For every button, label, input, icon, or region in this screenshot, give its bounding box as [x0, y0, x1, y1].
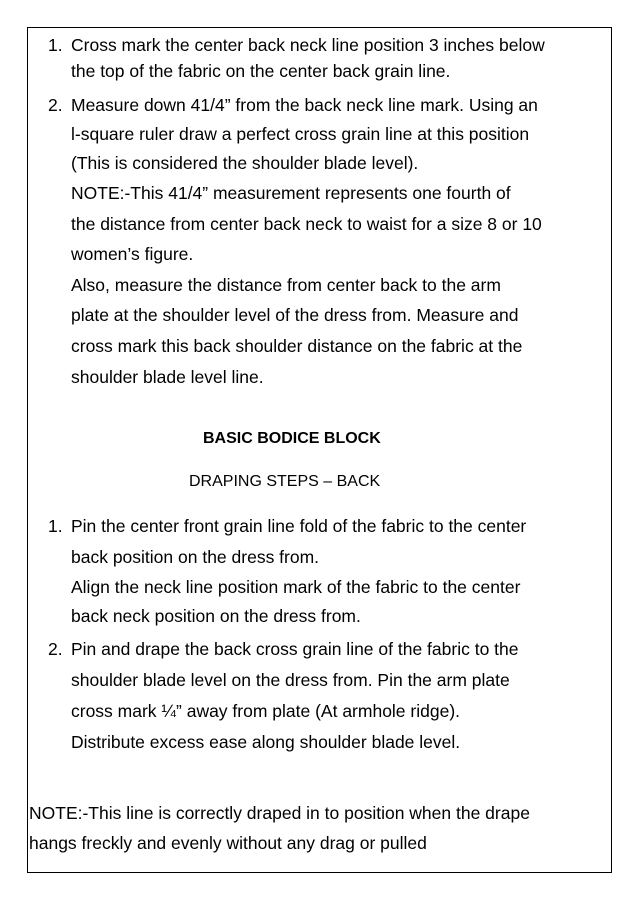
draping-step-2-line-4: Distribute excess ease along shoulder blade level. — [71, 732, 461, 752]
intro-step-2-line-10: shoulder blade level line. — [71, 367, 264, 387]
intro-step-1-line-2: the top of the fabric on the center back grain line. — [71, 61, 451, 81]
note-line-1: NOTE:-This line is correctly draped in to position when the drape — [29, 803, 530, 823]
intro-step-2-line-8: plate at the shoulder level of the dress from. Measure and — [71, 305, 519, 325]
draping-step-2-number: 2. — [48, 639, 63, 659]
intro-step-2-line-1: Measure down 41/4” from the back neck line mark. Using an — [71, 95, 538, 115]
intro-step-2-line-9: cross mark this back shoulder distance on the fabric at the — [71, 336, 523, 356]
draping-step-1-line-1: Pin the center front grain line fold of the fabric to the center — [71, 516, 527, 536]
draping-step-1-line-3: Align the neck line position mark of the fabric to the center — [71, 577, 521, 597]
draping-step-1-number: 1. — [48, 516, 63, 536]
draping-step-1-line-4: back neck position on the dress from. — [71, 606, 361, 626]
intro-step-2-line-2: l-square ruler draw a perfect cross grain line at this position — [71, 124, 530, 144]
intro-step-1-number: 1. — [48, 35, 63, 55]
intro-step-2-line-4: NOTE:-This 41/4” measurement represents one fourth of — [71, 183, 511, 203]
intro-step-2-line-6: women’s figure. — [71, 244, 194, 264]
intro-step-1-line-1: Cross mark the center back neck line position 3 inches below — [71, 35, 545, 55]
draping-step-2-line-1: Pin and drape the back cross grain line of the fabric to the — [71, 639, 519, 659]
intro-step-2-line-3: (This is considered the shoulder blade level). — [71, 153, 419, 173]
intro-step-2-line-5: the distance from center back neck to waist for a size 8 or 10 — [71, 214, 542, 234]
draping-step-2-line-2: shoulder blade level on the dress from. Pin the arm plate — [71, 670, 510, 690]
note-line-2: hangs freckly and evenly without any drag or pulled — [29, 833, 427, 853]
section-subheading: DRAPING STEPS – BACK — [189, 473, 381, 490]
intro-step-2-line-7: Also, measure the distance from center back to the arm — [71, 275, 501, 295]
draping-step-2-line-3: cross mark ¼” away from plate (At armhole ridge). — [71, 701, 461, 721]
draping-step-1-line-2: back position on the dress from. — [71, 547, 320, 567]
intro-step-2-number: 2. — [48, 95, 63, 115]
section-heading: BASIC BODICE BLOCK — [203, 430, 381, 447]
